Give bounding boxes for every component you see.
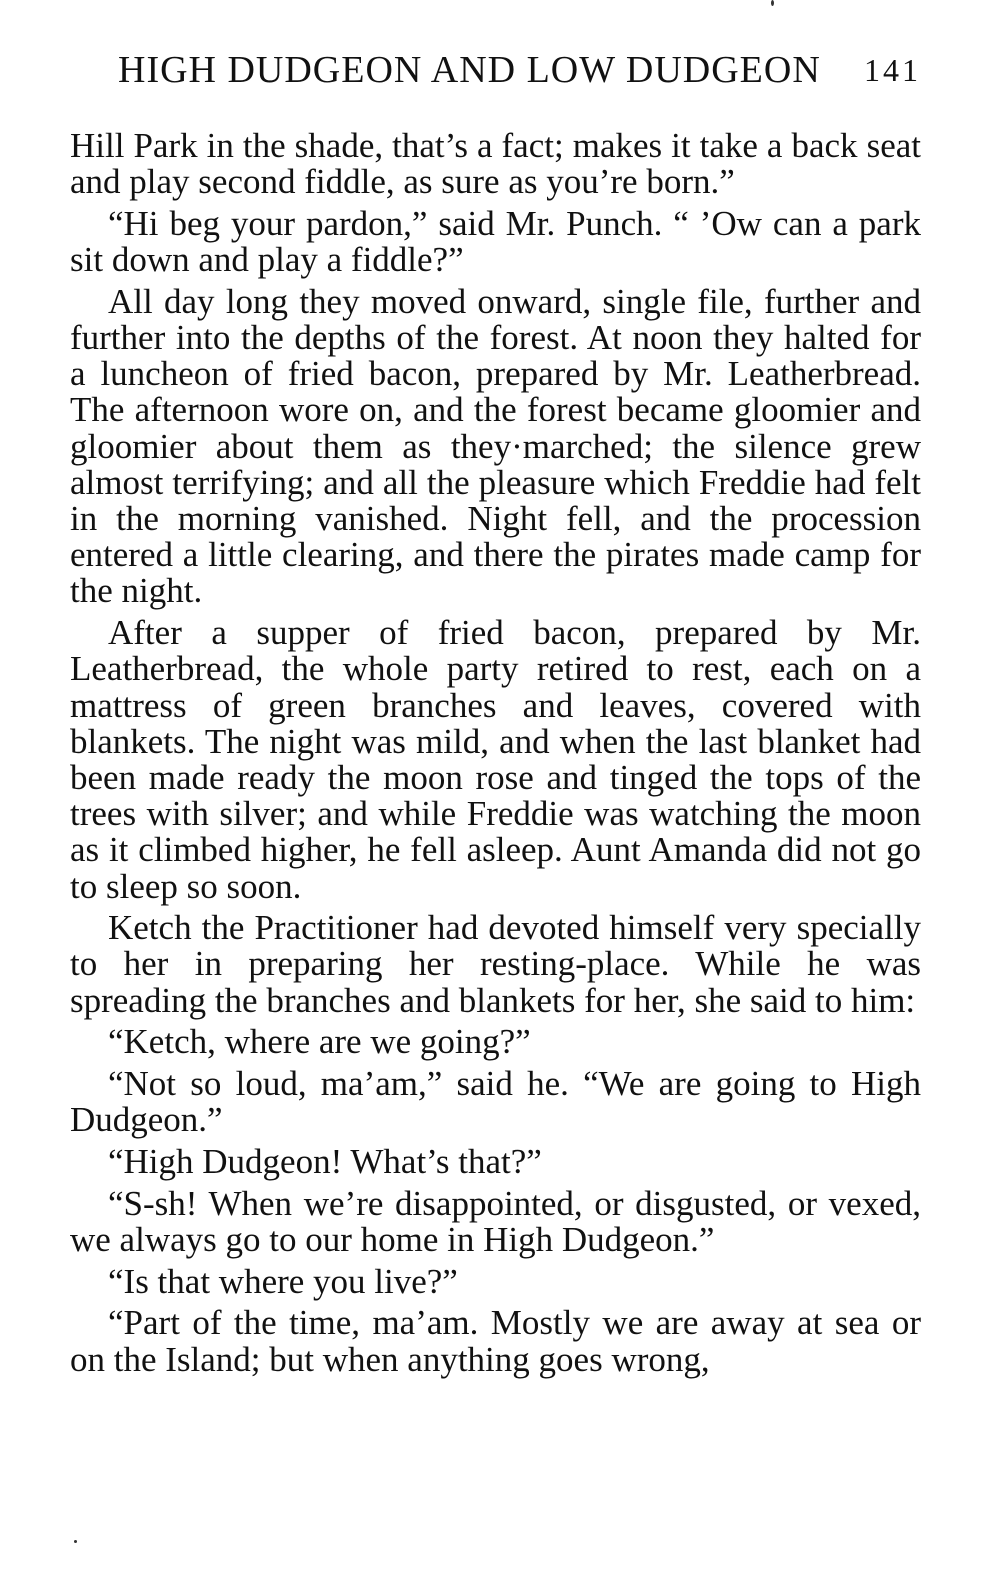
paragraph: “Is that where you live?” bbox=[108, 1261, 458, 1301]
paragraph: “Ketch, where are we going?” bbox=[108, 1022, 531, 1062]
paragraph: “Part of the time, ma’am. Mostly we are away at sea or on the Island; but when anything goes wrong, bbox=[70, 1303, 921, 1379]
paragraph: “Hi beg your pardon,” said Mr. Punch. “ ’Ow can a park sit down and play a fiddle?” bbox=[70, 203, 921, 280]
body-text bbox=[70, 128, 921, 1383]
running-head-title: HIGH DUDGEON AND LOW DUDGEON bbox=[118, 49, 821, 91]
paragraph: After a supper of fried bacon, prepared by Mr. Leatherbread, the whole party retired to rest, each on a mattress of green branches and leaves, covered with blankets. The night was mild, and when the last blanket had been made ready the moon rose and tinged the tops of the trees with silver; and while Freddie was watching the moon as it climbed higher, he fell asleep. Aunt Amanda did not go to sleep so soon. bbox=[70, 613, 921, 906]
paragraph: All day long they moved onward, single file, further and further into the depths of the forest. At noon they halted for a luncheon of fried bacon, prepared by Mr. Leatherbread. The afternoon wore on, and the forest became gloomier and gloomier about them as they·marched; the silence grew almost terrifying; and all the pleasure which Freddie had felt in the morning vanished. Night fell, and the procession entered a little clearing, and there the pirates made camp for the night. bbox=[70, 281, 921, 611]
running-header bbox=[118, 48, 921, 98]
scan-speck bbox=[771, 0, 774, 6]
paragraph: “S-sh! When we’re disappointed, or disgusted, or vexed, we always go to our home in High Dudgeon.” bbox=[70, 1183, 921, 1259]
page-number: 141 bbox=[864, 52, 921, 88]
paragraph: Hill Park in the shade, that’s a fact; makes it take a back seat and play second fiddle, as sure as you’re born.” bbox=[70, 126, 921, 202]
paragraph: Ketch the Practitioner had devoted himself very specially to her in preparing her resting-place. While he was spreading the branches and blankets for her, she said to him: bbox=[70, 908, 921, 1020]
scan-speck bbox=[74, 1540, 77, 1543]
paragraph: “Not so loud, ma’am,” said he. “We are going to High Dudgeon.” bbox=[70, 1064, 921, 1140]
paragraph: “High Dudgeon! What’s that?” bbox=[108, 1141, 542, 1181]
